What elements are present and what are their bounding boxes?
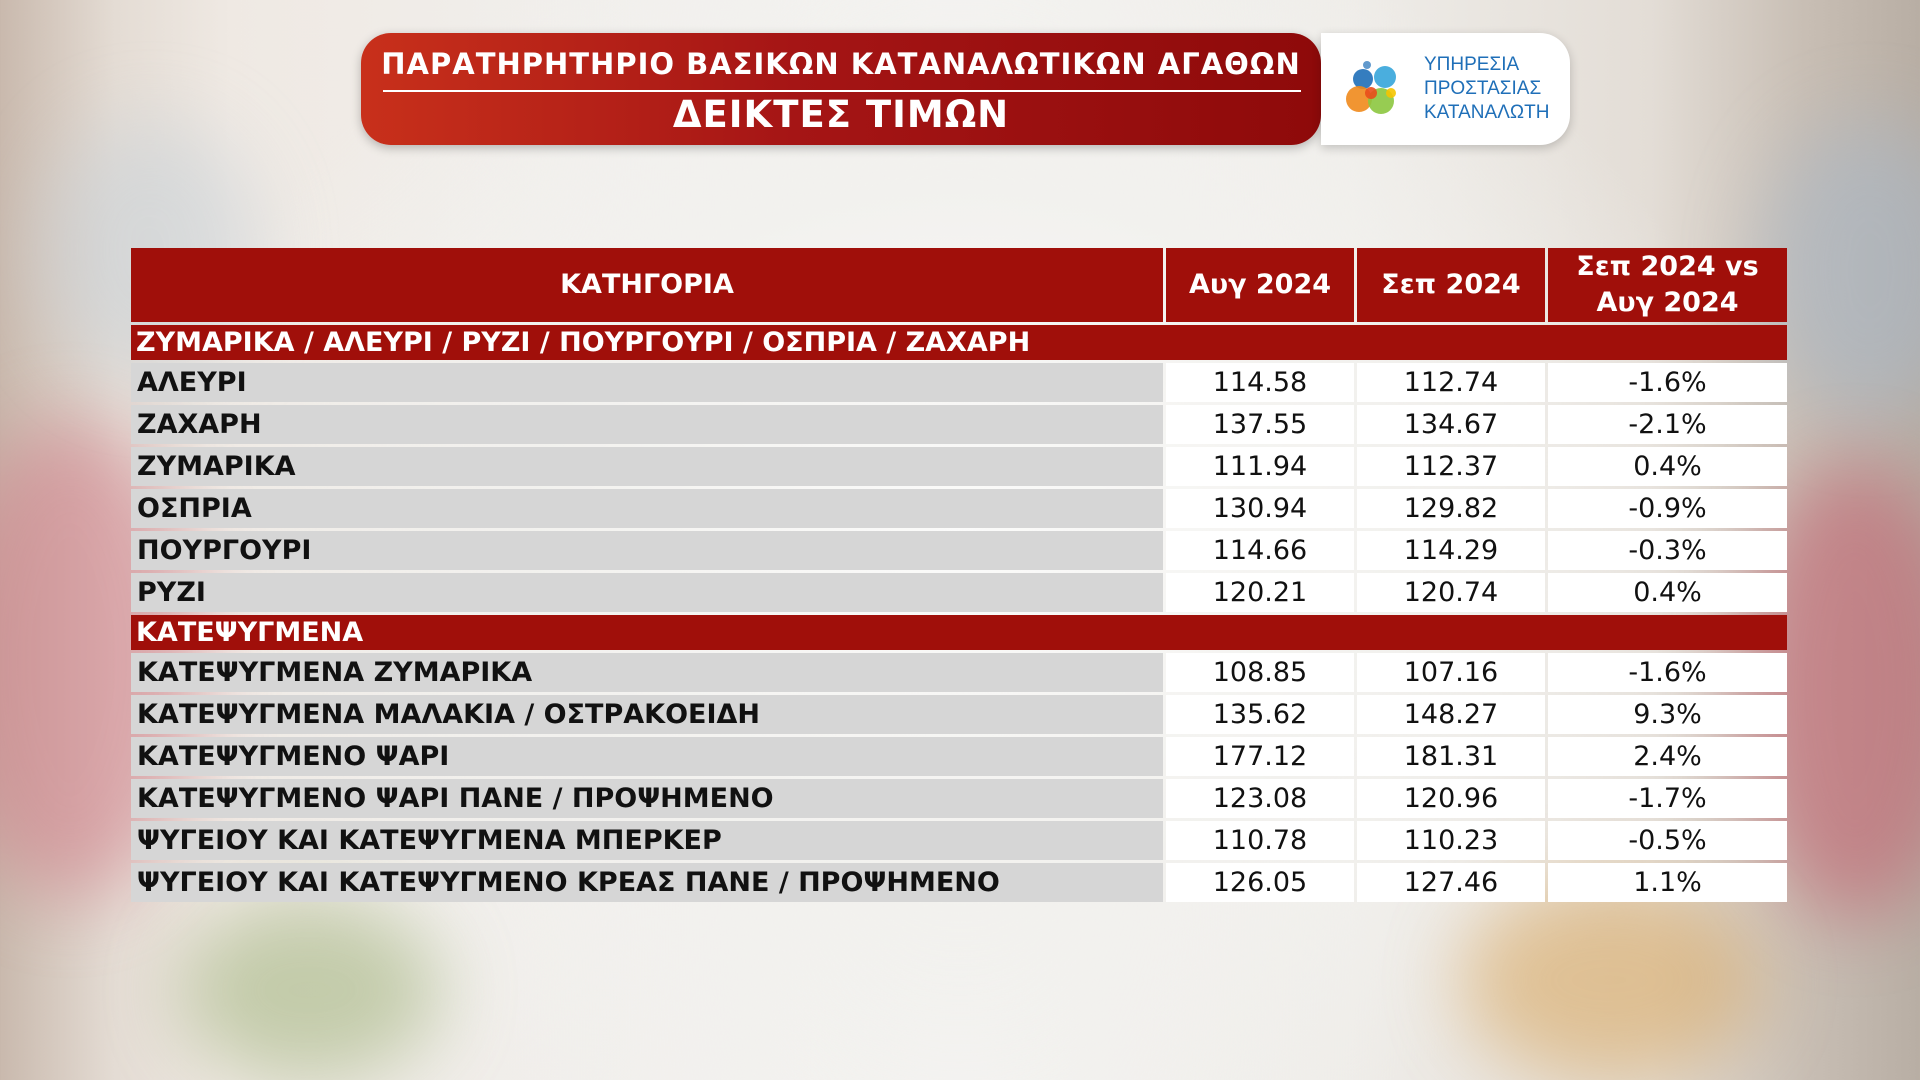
value-aug-2024: 120.21	[1166, 573, 1354, 612]
row-label: ΚΑΤΕΨΥΓΜΕΝΟ ΨΑΡΙ ΠΑΝΕ / ΠΡΟΨΗΜΕΝΟ	[131, 779, 1163, 818]
value-aug-2024: 130.94	[1166, 489, 1354, 528]
table-row	[131, 405, 1787, 444]
logo-box	[1321, 33, 1570, 145]
value-change: 9.3%	[1548, 695, 1787, 734]
row-label: ΚΑΤΕΨΥΓΜΕΝΑ ΖΥΜΑΡΙΚΑ	[131, 653, 1163, 692]
value-change: -0.9%	[1548, 489, 1787, 528]
value-aug-2024: 114.66	[1166, 531, 1354, 570]
column-header-aug-2024: Αυγ 2024	[1166, 248, 1354, 322]
value-sep-2024: 112.74	[1357, 363, 1545, 402]
row-label: ΖΥΜΑΡΙΚΑ	[131, 447, 1163, 486]
background-blur	[180, 900, 440, 1080]
column-header-change: Σεπ 2024 vs Αυγ 2024	[1548, 248, 1787, 322]
row-label: ΨΥΓΕΙΟΥ ΚΑΙ ΚΑΤΕΨΥΓΜΕΝΑ ΜΠΕΡΚΕΡ	[131, 821, 1163, 860]
value-sep-2024: 134.67	[1357, 405, 1545, 444]
table-row	[131, 573, 1787, 612]
value-sep-2024: 110.23	[1357, 821, 1545, 860]
value-change: -2.1%	[1548, 405, 1787, 444]
table-row	[131, 695, 1787, 734]
row-label: ΑΛΕΥΡΙ	[131, 363, 1163, 402]
table-row	[131, 737, 1787, 776]
row-label: ΚΑΤΕΨΥΓΜΕΝΑ ΜΑΛΑΚΙΑ / ΟΣΤΡΑΚΟΕΙΔΗ	[131, 695, 1163, 734]
table-header-row	[131, 248, 1787, 322]
value-sep-2024: 112.37	[1357, 447, 1545, 486]
title-banner	[361, 33, 1321, 145]
value-change: 0.4%	[1548, 447, 1787, 486]
section-header-row	[131, 615, 1787, 650]
value-aug-2024: 110.78	[1166, 821, 1354, 860]
column-header-sep-2024: Σεπ 2024	[1357, 248, 1545, 322]
column-header-category: ΚΑΤΗΓΟΡΙΑ	[131, 248, 1163, 322]
value-change: 1.1%	[1548, 863, 1787, 902]
value-change: -0.3%	[1548, 531, 1787, 570]
table-row	[131, 489, 1787, 528]
value-change: 0.4%	[1548, 573, 1787, 612]
value-sep-2024: 120.74	[1357, 573, 1545, 612]
value-aug-2024: 135.62	[1166, 695, 1354, 734]
row-label: ΠΟΥΡΓΟΥΡΙ	[131, 531, 1163, 570]
value-aug-2024: 126.05	[1166, 863, 1354, 902]
logo-text	[1424, 53, 1564, 125]
value-sep-2024: 148.27	[1357, 695, 1545, 734]
row-label: ΚΑΤΕΨΥΓΜΕΝΟ ΨΑΡΙ	[131, 737, 1163, 776]
logo-text-line: ΠΡΟΣΤΑΣΙΑΣ	[1424, 78, 1542, 99]
logo-text-line: ΥΠΗΡΕΣΙΑ	[1424, 54, 1520, 75]
value-change: -1.7%	[1548, 779, 1787, 818]
row-label: ΟΣΠΡΙΑ	[131, 489, 1163, 528]
value-sep-2024: 114.29	[1357, 531, 1545, 570]
table-row	[131, 821, 1787, 860]
value-sep-2024: 181.31	[1357, 737, 1545, 776]
table-row	[131, 779, 1787, 818]
row-label: ΖΑΧΑΡΗ	[131, 405, 1163, 444]
row-label: ΡΥΖΙ	[131, 573, 1163, 612]
table-row	[131, 653, 1787, 692]
value-aug-2024: 177.12	[1166, 737, 1354, 776]
section-header-row	[131, 325, 1787, 360]
table-row	[131, 363, 1787, 402]
value-sep-2024: 107.16	[1357, 653, 1545, 692]
page-subtitle: ΔΕΙΚΤΕΣ ΤΙΜΩΝ	[672, 93, 1010, 136]
consumer-protection-logo-icon	[1339, 53, 1411, 125]
value-sep-2024: 127.46	[1357, 863, 1545, 902]
value-change: -1.6%	[1548, 363, 1787, 402]
table-row	[131, 863, 1787, 902]
title-divider	[383, 90, 1301, 92]
value-sep-2024: 120.96	[1357, 779, 1545, 818]
background-blur	[1460, 880, 1760, 1080]
section-title: ΖΥΜΑΡΙΚΑ / ΑΛΕΥΡΙ / ΡΥΖΙ / ΠΟΥΡΓΟΥΡΙ / ΟΣΠΡΙΑ / ΖΑΧΑΡΗ	[131, 325, 1787, 360]
logo-text-line: ΚΑΤΑΝΑΛΩΤΗ	[1424, 102, 1550, 123]
table-row	[131, 531, 1787, 570]
value-change: -0.5%	[1548, 821, 1787, 860]
value-change: -1.6%	[1548, 653, 1787, 692]
value-aug-2024: 114.58	[1166, 363, 1354, 402]
value-sep-2024: 129.82	[1357, 489, 1545, 528]
value-aug-2024: 123.08	[1166, 779, 1354, 818]
page-title: ΠΑΡΑΤΗΡΗΤΗΡΙΟ ΒΑΣΙΚΩΝ ΚΑΤΑΝΑΛΩΤΙΚΩΝ ΑΓΑΘΩΝ	[381, 47, 1301, 81]
row-label: ΨΥΓΕΙΟΥ ΚΑΙ ΚΑΤΕΨΥΓΜΕΝΟ ΚΡΕΑΣ ΠΑΝΕ / ΠΡΟΨΗΜΕΝΟ	[131, 863, 1163, 902]
value-change: 2.4%	[1548, 737, 1787, 776]
value-aug-2024: 108.85	[1166, 653, 1354, 692]
value-aug-2024: 137.55	[1166, 405, 1354, 444]
price-index-table	[128, 245, 1790, 905]
section-title: ΚΑΤΕΨΥΓΜΕΝΑ	[131, 615, 1787, 650]
table-row	[131, 447, 1787, 486]
value-aug-2024: 111.94	[1166, 447, 1354, 486]
